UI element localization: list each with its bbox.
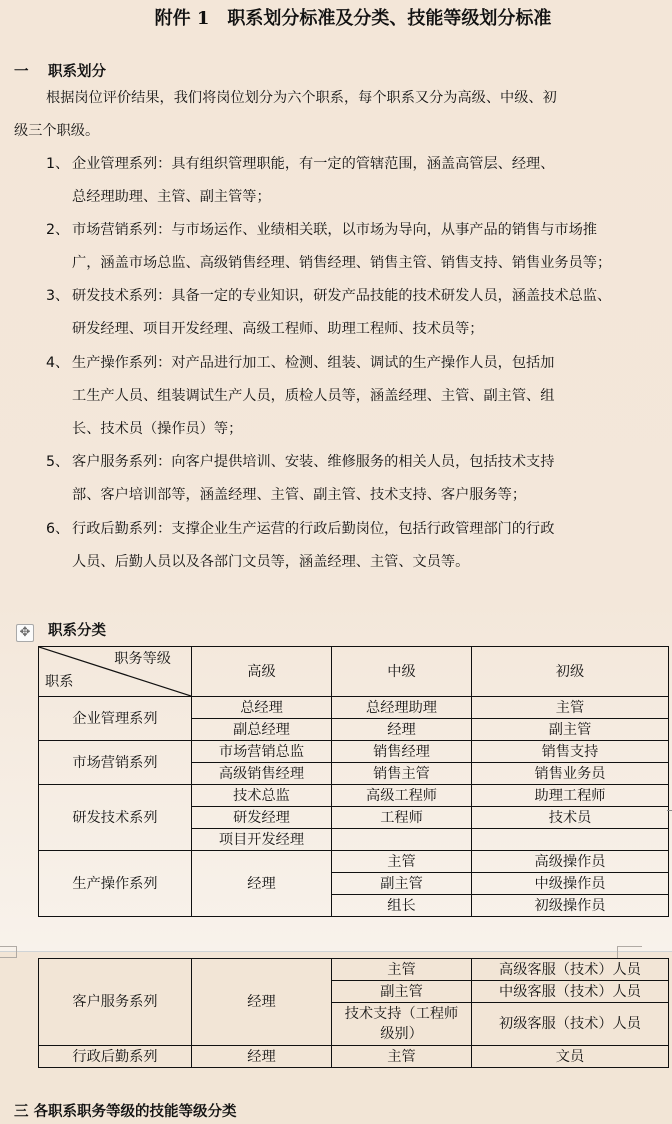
table-cell: 研发经理 [192,807,332,829]
header-mid: 中级 [332,647,472,697]
table-header-row [39,647,669,697]
list-line: 人员、后勤人员以及各部门文员等，涵盖经理、主管、文员等。 [72,554,470,570]
table-cell: 文员 [472,1046,669,1068]
table-cell: 副主管 [332,873,472,895]
table-cell: 销售业务员 [472,763,669,785]
table-cell: 工程师 [332,807,472,829]
table-cell: 经理 [192,851,332,917]
section-title: 职系分类 [48,623,106,639]
table-cell: 副主管 [332,981,472,1003]
list-item-5 [46,446,554,512]
table-cell: 销售支持 [472,741,669,763]
table-cell: 副主管 [472,719,669,741]
section-3-heading [14,1100,237,1121]
table-row [39,959,669,981]
table-cell: 中级客服（技术）人员 [472,981,669,1003]
table-cell: 经理 [332,719,472,741]
list-line: 工生产人员、组装调试生产人员，质检人员等，涵盖经理、主管、副主管、组 [72,388,555,404]
list-line: 企业管理系列：具有组织管理职能，有一定的管辖范围，涵盖高管层、经理、 [72,156,555,172]
series-cell: 研发技术系列 [39,785,192,851]
intro-line-1: 根据岗位评价结果，我们将岗位划分为六个职系，每个职系又分为高级、中级、初 [46,90,557,106]
table-cell: 技术员 [472,807,669,829]
page-corner-mark [0,946,17,958]
list-number: 5、 [46,454,70,470]
table-cell: 技术总监 [192,785,332,807]
intro-line-2: 级三个职级。 [14,123,100,139]
table-cell: 高级客服（技术）人员 [472,959,669,981]
header-grade-label: 职务等级 [114,651,171,667]
table-cell: 项目开发经理 [192,829,332,851]
table-row [39,1046,669,1068]
table-cell: 主管 [332,959,472,981]
table-cell: 总经理助理 [332,697,472,719]
job-classification-table [38,646,669,917]
document-title: 附件 1 职系划分标准及分类、技能等级划分标准 [154,8,552,29]
section-number: 三 [14,1104,29,1120]
table-cell: 高级操作员 [472,851,669,873]
margin-mark [667,810,672,811]
header-senior: 高级 [192,647,332,697]
list-line: 行政后勤系列：支撑企业生产运营的行政后勤岗位，包括行政管理部门的行政 [72,521,555,537]
table-cell [472,829,669,851]
job-classification-table-continued [38,958,669,1068]
series-cell: 行政后勤系列 [39,1046,192,1068]
list-line: 部、客户培训部等，涵盖经理、主管、副主管、技术支持、客户服务等； [72,487,527,503]
header-junior: 初级 [472,647,669,697]
series-cell: 生产操作系列 [39,851,192,917]
table-row [39,785,669,807]
section-title: 职系划分 [48,64,106,80]
list-number: 2、 [46,222,70,238]
table-cell: 主管 [332,851,472,873]
table-cell: 助理工程师 [472,785,669,807]
table-cell: 技术支持（工程师级别） [332,1003,472,1046]
table-cell: 经理 [192,1046,332,1068]
list-line: 总经理助理、主管、副主管等； [72,189,271,205]
list-item-6 [46,513,554,579]
table-cell: 中级操作员 [472,873,669,895]
table-cell: 市场营销总监 [192,741,332,763]
table-cell: 销售主管 [332,763,472,785]
diagonal-header-cell [39,647,192,697]
list-line: 研发经理、项目开发经理、高级工程师、助理工程师、技术员等； [72,321,484,337]
table-cell: 销售经理 [332,741,472,763]
list-item-3 [46,280,611,346]
section-title: 各职系职务等级的技能等级分类 [33,1104,237,1120]
list-item-2 [46,214,611,280]
table-cell: 高级工程师 [332,785,472,807]
table-cell: 组长 [332,895,472,917]
table-row [39,851,669,873]
list-line: 客户服务系列：向客户提供培训、安装、维修服务的相关人员，包括技术支持 [72,454,555,470]
table-cell: 主管 [472,697,669,719]
table-cell: 高级销售经理 [192,763,332,785]
list-line: 市场营销系列：与市场运作、业绩相关联，以市场为导向，从事产品的销售与市场推 [72,222,597,238]
list-line: 广，涵盖市场总监、高级销售经理、销售经理、销售主管、销售支持、销售业务员等； [72,255,612,271]
header-series-label: 职系 [45,674,74,690]
list-number: 1、 [46,156,70,172]
section-number: 一 [14,64,29,80]
table-row [39,741,669,763]
list-line: 长、技术员（操作员）等； [72,421,243,437]
table-row [39,697,669,719]
section-2-heading [14,619,106,640]
list-number: 6、 [46,521,70,537]
series-cell: 企业管理系列 [39,697,192,741]
list-item-1 [46,148,554,214]
table-cell: 总经理 [192,697,332,719]
table-cell [332,829,472,851]
list-line: 生产操作系列：对产品进行加工、检测、组装、调试的生产操作人员，包括加 [72,355,555,371]
series-cell: 客户服务系列 [39,959,192,1046]
table-cell: 副总经理 [192,719,332,741]
list-line: 研发技术系列：具备一定的专业知识，研发产品技能的技术研发人员，涵盖技术总监、 [72,288,612,304]
list-number: 4、 [46,355,70,371]
list-item-4 [46,347,554,446]
series-cell: 市场营销系列 [39,741,192,785]
table-cell: 经理 [192,959,332,1046]
table-cell: 初级客服（技术）人员 [472,1003,669,1046]
table-cell: 初级操作员 [472,895,669,917]
table-cell: 主管 [332,1046,472,1068]
section-1-heading [14,60,106,81]
list-number: 3、 [46,288,70,304]
table-move-handle-icon[interactable]: ✥ [16,624,34,642]
